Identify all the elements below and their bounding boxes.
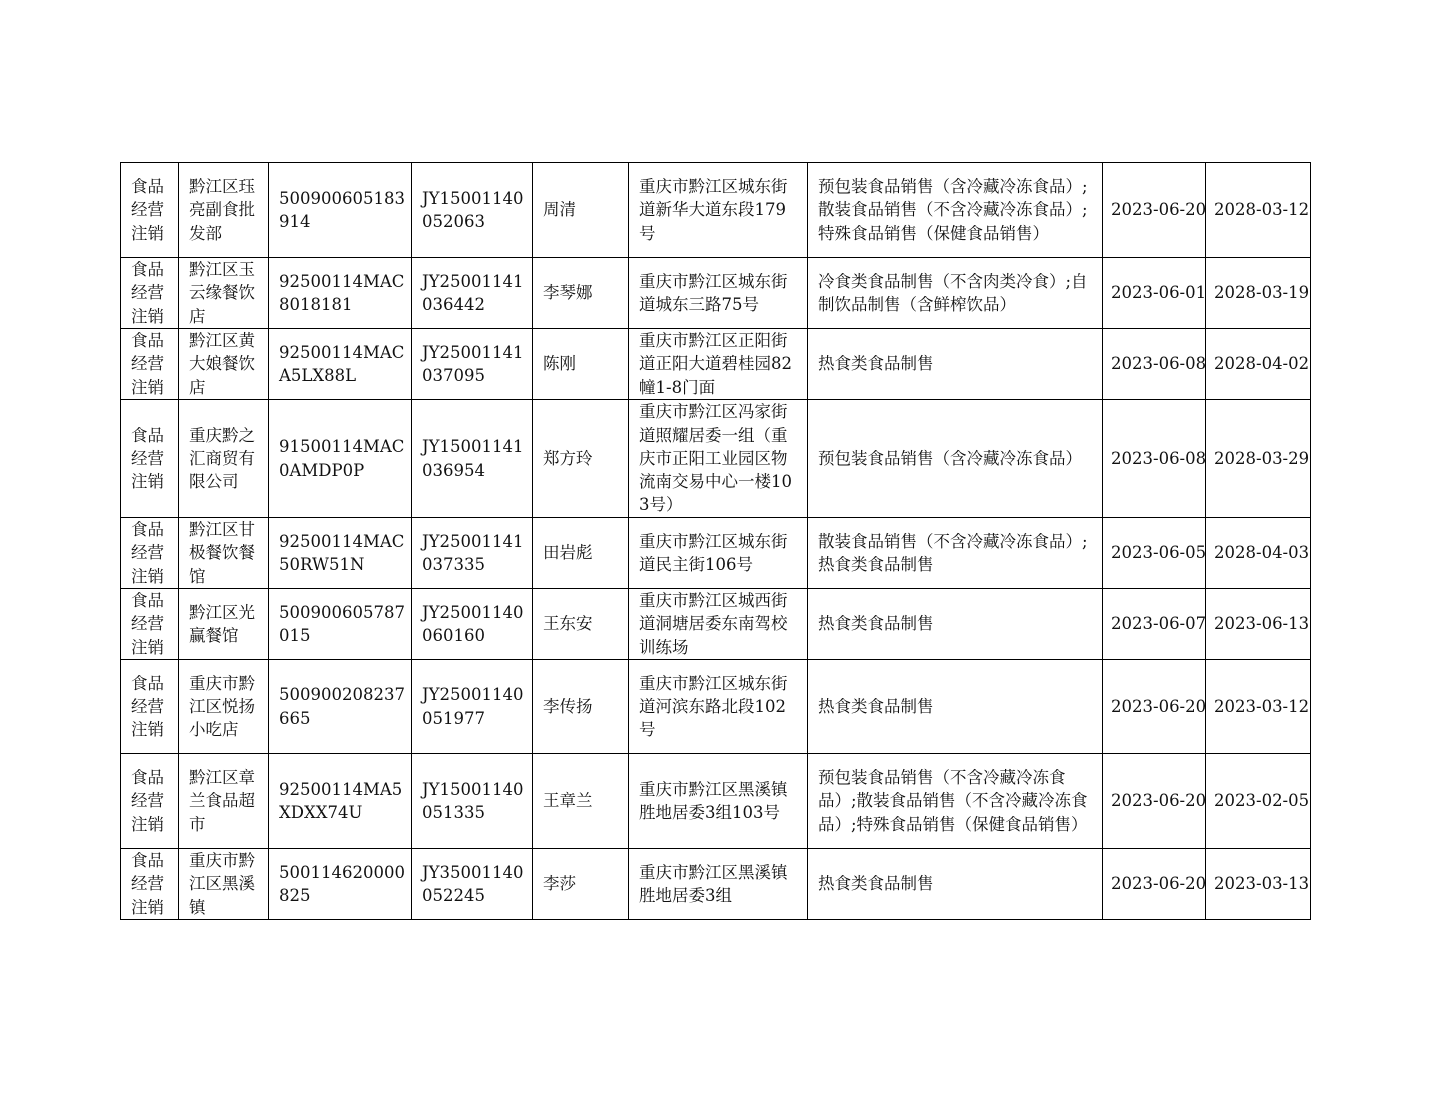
credit-code-cell: 500900208237665 (269, 660, 412, 754)
address-cell: 重庆市黔江区冯家街道照耀居委一组（重庆市正阳工业园区物流南交易中心一楼103号） (629, 400, 808, 518)
table-body (121, 163, 1311, 920)
service-type-cell: 食品经营注销 (121, 589, 179, 660)
valid-until-cell: 2023-03-13 (1206, 849, 1311, 920)
address-cell: 重庆市黔江区城东街道新华大道东段179号 (629, 163, 808, 258)
license-number-cell: JY25001141036442 (412, 258, 533, 329)
service-type-cell: 食品经营注销 (121, 660, 179, 754)
business-scope-cell: 热食类食品制售 (808, 329, 1103, 400)
table-row (121, 754, 1311, 849)
table-row (121, 518, 1311, 589)
cancel-date-cell: 2023-06-08 (1103, 400, 1206, 518)
valid-until-cell: 2028-03-12 (1206, 163, 1311, 258)
credit-code-cell: 92500114MACA5LX88L (269, 329, 412, 400)
table-row (121, 400, 1311, 518)
cancel-date-cell: 2023-06-08 (1103, 329, 1206, 400)
business-scope-cell: 散装食品销售（不含冷藏冷冻食品）;热食类食品制售 (808, 518, 1103, 589)
license-number-cell: JY15001140051335 (412, 754, 533, 849)
legal-person-cell: 李琴娜 (533, 258, 629, 329)
table-row (121, 660, 1311, 754)
credit-code-cell: 92500114MA5XDXX74U (269, 754, 412, 849)
valid-until-cell: 2028-04-03 (1206, 518, 1311, 589)
valid-until-cell: 2028-03-29 (1206, 400, 1311, 518)
business-scope-cell: 预包装食品销售（不含冷藏冷冻食品）;散装食品销售（不含冷藏冷冻食品）;特殊食品销售（保健食品销售） (808, 754, 1103, 849)
business-name-cell: 黔江区甘极餐饮餐馆 (179, 518, 269, 589)
credit-code-cell: 92500114MAC50RW51N (269, 518, 412, 589)
cancel-date-cell: 2023-06-07 (1103, 589, 1206, 660)
credit-code-cell: 500900605183914 (269, 163, 412, 258)
service-type-cell: 食品经营注销 (121, 163, 179, 258)
valid-until-cell: 2028-04-02 (1206, 329, 1311, 400)
business-scope-cell: 热食类食品制售 (808, 589, 1103, 660)
service-type-cell: 食品经营注销 (121, 754, 179, 849)
business-scope-cell: 预包装食品销售（含冷藏冷冻食品）;散装食品销售（不含冷藏冷冻食品）;特殊食品销售（保健食品销售） (808, 163, 1103, 258)
service-type-cell: 食品经营注销 (121, 518, 179, 589)
legal-person-cell: 陈刚 (533, 329, 629, 400)
license-number-cell: JY15001140052063 (412, 163, 533, 258)
address-cell: 重庆市黔江区城东街道城东三路75号 (629, 258, 808, 329)
table-row (121, 163, 1311, 258)
valid-until-cell: 2023-03-12 (1206, 660, 1311, 754)
credit-code-cell: 91500114MAC0AMDP0P (269, 400, 412, 518)
table-row (121, 258, 1311, 329)
license-number-cell: JY15001141036954 (412, 400, 533, 518)
valid-until-cell: 2023-06-13 (1206, 589, 1311, 660)
license-number-cell: JY25001140060160 (412, 589, 533, 660)
business-name-cell: 黔江区黄大娘餐饮店 (179, 329, 269, 400)
address-cell: 重庆市黔江区黑溪镇胜地居委3组103号 (629, 754, 808, 849)
legal-person-cell: 王章兰 (533, 754, 629, 849)
legal-person-cell: 郑方玲 (533, 400, 629, 518)
address-cell: 重庆市黔江区正阳街道正阳大道碧桂园82幢1-8门面 (629, 329, 808, 400)
business-name-cell: 黔江区珏亮副食批发部 (179, 163, 269, 258)
valid-until-cell: 2028-03-19 (1206, 258, 1311, 329)
business-scope-cell: 冷食类食品制售（不含肉类冷食）;自制饮品制售（含鲜榨饮品） (808, 258, 1103, 329)
service-type-cell: 食品经营注销 (121, 400, 179, 518)
address-cell: 重庆市黔江区城西街道洞塘居委东南驾校训练场 (629, 589, 808, 660)
business-scope-cell: 热食类食品制售 (808, 660, 1103, 754)
valid-until-cell: 2023-02-05 (1206, 754, 1311, 849)
service-type-cell: 食品经营注销 (121, 329, 179, 400)
address-cell: 重庆市黔江区城东街道河滨东路北段102号 (629, 660, 808, 754)
business-name-cell: 重庆黔之汇商贸有限公司 (179, 400, 269, 518)
credit-code-cell: 500900605787015 (269, 589, 412, 660)
legal-person-cell: 王东安 (533, 589, 629, 660)
cancel-date-cell: 2023-06-20 (1103, 660, 1206, 754)
business-name-cell: 重庆市黔江区悦扬小吃店 (179, 660, 269, 754)
license-number-cell: JY25001140051977 (412, 660, 533, 754)
cancel-date-cell: 2023-06-20 (1103, 849, 1206, 920)
legal-person-cell: 田岩彪 (533, 518, 629, 589)
license-number-cell: JY35001140052245 (412, 849, 533, 920)
legal-person-cell: 李传扬 (533, 660, 629, 754)
business-name-cell: 黔江区光赢餐馆 (179, 589, 269, 660)
table-row (121, 329, 1311, 400)
cancel-date-cell: 2023-06-01 (1103, 258, 1206, 329)
address-cell: 重庆市黔江区黑溪镇胜地居委3组 (629, 849, 808, 920)
license-number-cell: JY25001141037335 (412, 518, 533, 589)
license-cancellation-table (120, 162, 1311, 920)
legal-person-cell: 李莎 (533, 849, 629, 920)
license-number-cell: JY25001141037095 (412, 329, 533, 400)
cancel-date-cell: 2023-06-20 (1103, 754, 1206, 849)
business-name-cell: 黔江区章兰食品超市 (179, 754, 269, 849)
service-type-cell: 食品经营注销 (121, 849, 179, 920)
table-row (121, 849, 1311, 920)
legal-person-cell: 周清 (533, 163, 629, 258)
service-type-cell: 食品经营注销 (121, 258, 179, 329)
business-name-cell: 黔江区玉云缘餐饮店 (179, 258, 269, 329)
business-name-cell: 重庆市黔江区黑溪镇 (179, 849, 269, 920)
table-row (121, 589, 1311, 660)
credit-code-cell: 500114620000825 (269, 849, 412, 920)
address-cell: 重庆市黔江区城东街道民主街106号 (629, 518, 808, 589)
cancel-date-cell: 2023-06-05 (1103, 518, 1206, 589)
cancel-date-cell: 2023-06-20 (1103, 163, 1206, 258)
business-scope-cell: 预包装食品销售（含冷藏冷冻食品） (808, 400, 1103, 518)
business-scope-cell: 热食类食品制售 (808, 849, 1103, 920)
credit-code-cell: 92500114MAC8018181 (269, 258, 412, 329)
